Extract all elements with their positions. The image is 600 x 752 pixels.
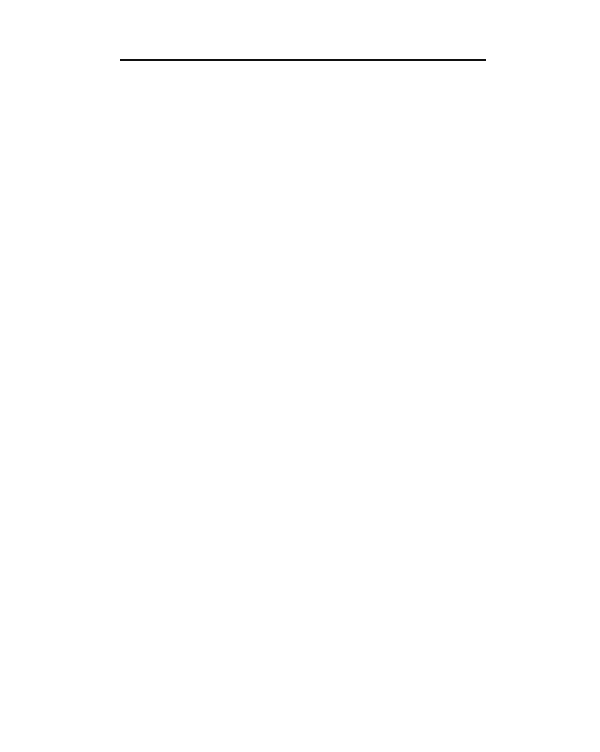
irmos-line-1 (120, 630, 488, 660)
slava-lines-4-5 (120, 326, 488, 388)
troparion-1-line-5 (120, 201, 488, 231)
section-title (120, 590, 488, 620)
slava-line-6 (120, 388, 488, 418)
troparion-1-line-3 (120, 141, 488, 171)
troparion-1-line-1 (120, 80, 488, 110)
troparion-1-line-4 (120, 171, 488, 201)
i-nyne-line-4 (120, 514, 488, 544)
irmos-line-4 (120, 722, 488, 752)
troparion-1-line-2 (120, 110, 488, 140)
irmos-lines-2-3 (120, 660, 488, 722)
i-nyne-lines-1-2 (120, 421, 488, 483)
i-nyne-line-3 (120, 483, 488, 513)
slava-line-3 (120, 295, 488, 325)
i-nyne-line-5 (120, 545, 488, 575)
slava-lines-1-2 (120, 233, 488, 295)
page-header (120, 35, 486, 61)
